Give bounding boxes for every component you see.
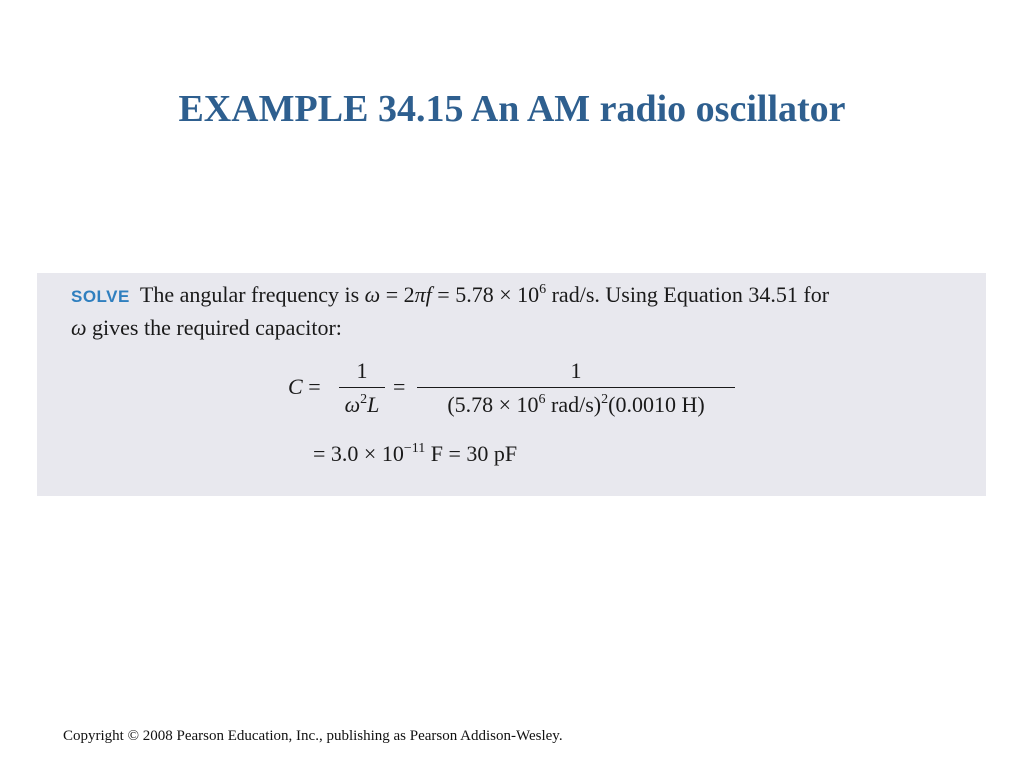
solve-eq-1: = 2 xyxy=(380,282,415,307)
copyright-footer: Copyright © 2008 Pearson Education, Inc., publishing as Pearson Addison-Wesley. xyxy=(63,728,563,744)
equation-lhs xyxy=(288,373,321,401)
equals-sign-2: = xyxy=(393,374,406,399)
page-title: EXAMPLE 34.15 An AM radio oscillator xyxy=(178,88,846,130)
fraction-1-numerator: 1 xyxy=(356,358,368,383)
fraction-2-denominator: ($5.78 \times 10^6$ rad/s)$^2$(0.0010 H) xyxy=(447,392,705,417)
omega-symbol: ω xyxy=(364,282,381,307)
fraction-1 xyxy=(339,357,385,419)
fraction-1-bar xyxy=(339,387,385,388)
equation-result: = $3.0 \times 10^{-11}$ F = 30 pF xyxy=(313,441,518,466)
solve-text-2: rad/s. Using Equation 34.51 for xyxy=(546,282,830,307)
solve-label: SOLVE xyxy=(71,287,130,306)
fraction-2-numerator: 1 xyxy=(570,358,582,383)
solve-text-3: gives the required capacitor: xyxy=(86,315,342,340)
exponent-6: 6 xyxy=(539,282,547,297)
fraction-1-denominator: $\omega^2L$ xyxy=(344,392,380,417)
pi-f-symbol: πf xyxy=(414,282,432,307)
solve-text-1: The angular frequency is xyxy=(139,282,360,307)
fraction-2-bar xyxy=(417,387,735,388)
solve-paragraph xyxy=(71,279,971,343)
solve-eq-2: = 5.78 × 10 xyxy=(431,282,540,307)
capacitance-symbol: C xyxy=(288,374,303,399)
omega-symbol-2: ω xyxy=(71,315,87,340)
fraction-2 xyxy=(417,357,735,419)
equals-sign: = xyxy=(308,374,321,399)
solution-panel xyxy=(37,273,986,496)
